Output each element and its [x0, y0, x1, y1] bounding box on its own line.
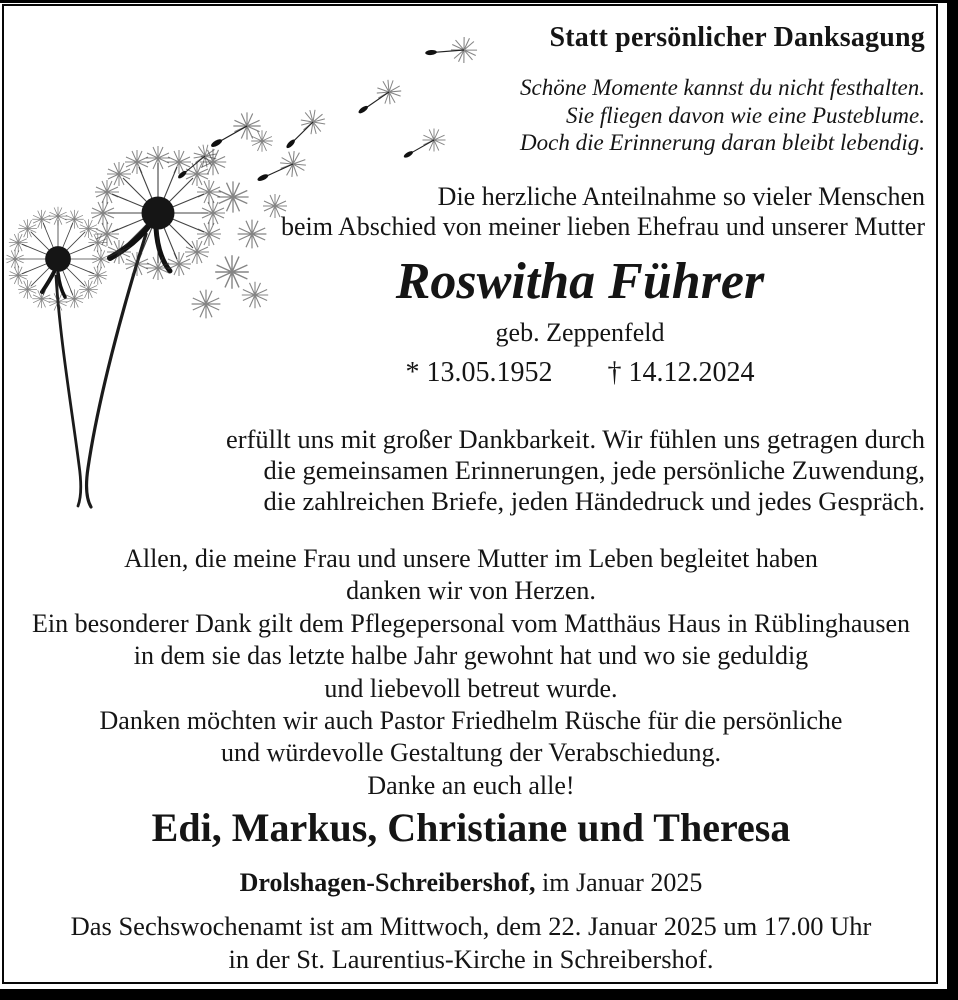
frame-bottom-edge	[0, 989, 958, 1000]
gratitude-line: die zahlreichen Briefe, jeden Händedruck und jedes Gespräch.	[263, 486, 925, 516]
service-line: in der St. Laurentius-Kirche in Schreibershof.	[228, 944, 714, 974]
intro-text	[165, 182, 925, 242]
intro-line: Die herzliche Anteilnahme so vieler Menschen	[437, 182, 925, 211]
death-date: † 14.12.2024	[607, 357, 755, 388]
thanks-line: Danken möchten wir auch Pastor Friedhelm Rüsche für die persönliche	[99, 706, 843, 736]
date-text: im Januar 2025	[535, 868, 703, 897]
thanks-line: danken wir von Herzen.	[346, 576, 596, 606]
frame-right-edge	[947, 0, 958, 1000]
service-announcement	[4, 910, 938, 976]
place-date-line	[4, 868, 938, 898]
thanks-line: Allen, die meine Frau und unsere Mutter im Leben begleitet haben	[124, 544, 818, 573]
intro-line: beim Abschied von meiner lieben Ehefrau und unserer Mutter	[280, 212, 925, 241]
notice-title: Statt persönlicher Danksagung	[549, 22, 925, 53]
poem-line: Doch die Erinnerung daran bleibt lebendig.	[520, 130, 925, 155]
family-signature: Edi, Markus, Christiane und Theresa	[151, 805, 791, 850]
thanks-line: in dem sie das letzte halbe Jahr gewohnt hat und wo sie geduldig	[133, 641, 809, 671]
deceased-name: Roswitha Führer	[395, 253, 765, 310]
birth-date: * 13.05.1952	[405, 357, 553, 388]
poem-line: Schöne Momente kannst du nicht festhalten.	[520, 75, 925, 100]
deceased-block	[220, 254, 940, 389]
thanks-line: Danke an euch alle!	[367, 770, 575, 800]
gratitude-text	[125, 424, 925, 517]
thanks-line: Ein besonderer Dank gilt dem Pflegepersonal vom Matthäus Haus in Rüblinghausen	[31, 608, 911, 638]
service-line: Das Sechswochenamt ist am Mittwoch, dem 22. Januar 2025 um 17.00 Uhr	[70, 911, 872, 941]
place-name: Drolshagen-Schreibershof,	[239, 868, 536, 897]
thanks-line: und liebevoll betreut wurde.	[324, 673, 618, 703]
thanks-text	[4, 543, 938, 802]
maiden-name: geb. Zeppenfeld	[495, 318, 665, 347]
gratitude-line: erfüllt uns mit großer Dankbarkeit. Wir fühlen uns getragen durch	[225, 424, 925, 454]
poem	[285, 74, 925, 157]
thanks-line: und würdevolle Gestaltung der Verabschiedung.	[221, 738, 721, 768]
gratitude-line: die gemeinsamen Erinnerungen, jede persönliche Zuwendung,	[263, 455, 925, 485]
frame-top-edge	[0, 0, 958, 3]
life-dates	[220, 357, 940, 389]
poem-line: Sie fliegen davon wie eine Pusteblume.	[566, 102, 925, 128]
